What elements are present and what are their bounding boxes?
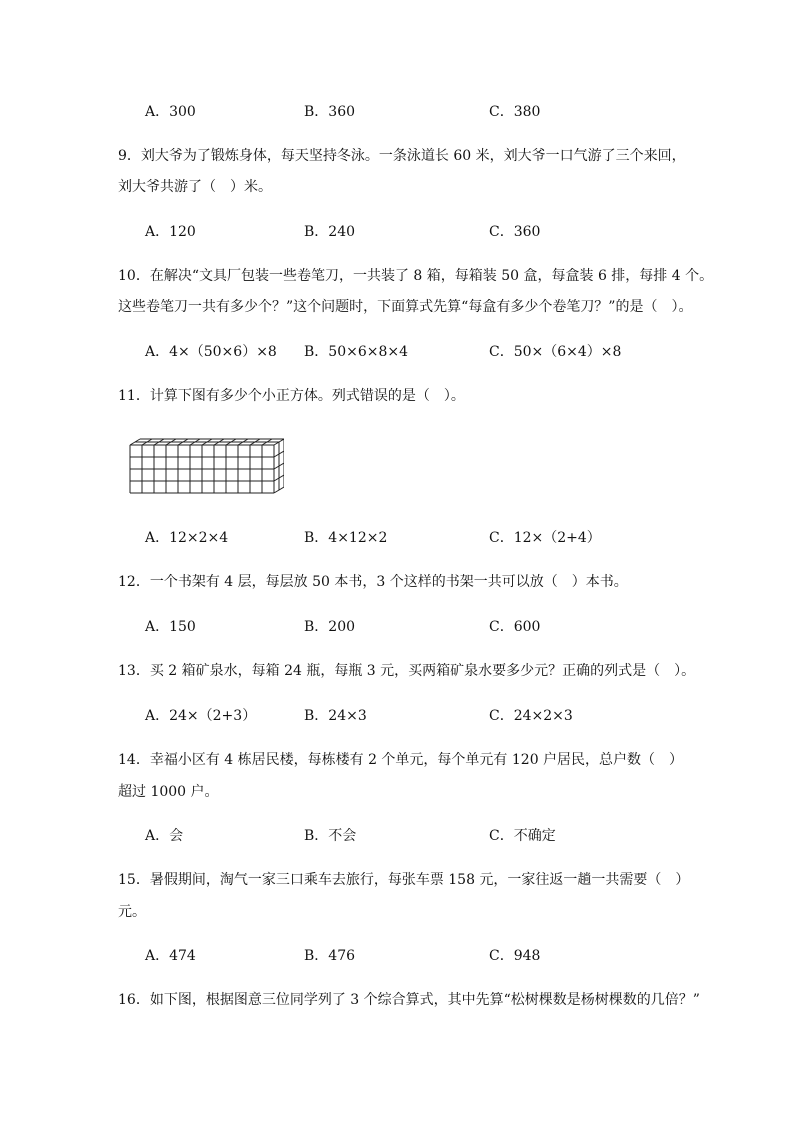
q13-options bbox=[0, 706, 794, 726]
q11-option-b: B．4×12×2 bbox=[304, 530, 388, 546]
q12-option-b: B．200 bbox=[304, 619, 356, 635]
q15-options bbox=[0, 946, 794, 966]
q8-option-a: A．300 bbox=[145, 104, 196, 120]
q10-option-b: B．50×6×8×4 bbox=[304, 344, 409, 360]
q8-option-b: B．360 bbox=[304, 104, 356, 120]
q9-options bbox=[0, 222, 794, 242]
q14-stem-line-1: 14．幸福小区有 4 栋居民楼，每栋楼有 2 个单元，每个单元有 120 户居民，总户数（ ） bbox=[118, 752, 684, 768]
q15-stem-line-1: 15．暑假期间，淘气一家三口乘车去旅行，每张车票 158 元，一家往返一趟一共需要（ ） bbox=[118, 872, 690, 888]
q14-option-a: A．会 bbox=[145, 828, 184, 844]
q12-option-a: A．150 bbox=[145, 619, 196, 635]
cube-stack-figure bbox=[128, 437, 284, 497]
q15-option-c: C．948 bbox=[489, 948, 541, 964]
q10-option-a: A．4×（50×6）×8 bbox=[145, 344, 277, 360]
q14-stem-line-2: 超过 1000 户。 bbox=[118, 784, 219, 800]
q10-options bbox=[0, 342, 794, 362]
q9-option-a: A．120 bbox=[145, 224, 196, 240]
q15-stem-line-2: 元。 bbox=[118, 904, 146, 920]
q14-options bbox=[0, 826, 794, 846]
q11-option-a: A．12×2×4 bbox=[145, 530, 229, 546]
q15-option-b: B．476 bbox=[304, 948, 356, 964]
q12-stem-line-1: 12．一个书架有 4 层，每层放 50 本书，3 个这样的书架一共可以放（ ）本书。 bbox=[118, 574, 628, 590]
q8-option-c: C．380 bbox=[489, 104, 541, 120]
q9-option-b: B．240 bbox=[304, 224, 356, 240]
q15-option-a: A．474 bbox=[145, 948, 196, 964]
q10-stem-line-2: 这些卷笔刀一共有多少个？”这个问题时，下面算式先算“每盒有多少个卷笔刀？”的是（ ）。 bbox=[118, 299, 693, 315]
q11-stem-line-1: 11．计算下图有多少个小正方体。列式错误的是（ ）。 bbox=[118, 388, 465, 404]
q10-stem-line-1: 10．在解决“文具厂包装一些卷笔刀，一共装了 8 箱，每箱装 50 盒，每盒装 6 排，每排 4 个。 bbox=[118, 268, 714, 284]
q8-options bbox=[0, 102, 794, 122]
q9-stem-line-2: 刘大爷共游了（ ）米。 bbox=[118, 179, 272, 195]
q9-stem-line-1: 9．刘大爷为了锻炼身体，每天坚持冬泳。一条泳道长 60 米，刘大爷一口气游了三个来回， bbox=[118, 148, 686, 164]
q12-options bbox=[0, 617, 794, 637]
q12-option-c: C．600 bbox=[489, 619, 541, 635]
q9-option-c: C．360 bbox=[489, 224, 541, 240]
q13-option-c: C．24×2×3 bbox=[489, 708, 573, 724]
q13-option-a: A．24×（2+3） bbox=[145, 708, 257, 724]
q11-options bbox=[0, 528, 794, 548]
q13-option-b: B．24×3 bbox=[304, 708, 367, 724]
q16-stem-line-1: 16．如下图，根据图意三位同学列了 3 个综合算式，其中先算“松树棵数是杨树棵数的几倍？” bbox=[118, 992, 700, 1008]
q14-option-b: B．不会 bbox=[304, 828, 357, 844]
q10-option-c: C．50×（6×4）×8 bbox=[489, 344, 622, 360]
q11-option-c: C．12×（2+4） bbox=[489, 530, 601, 546]
q13-stem-line-1: 13．买 2 箱矿泉水，每箱 24 瓶，每瓶 3 元，买两箱矿泉水要多少元？正确的列式是（ ）。 bbox=[118, 663, 696, 679]
q14-option-c: C．不确定 bbox=[489, 828, 556, 844]
